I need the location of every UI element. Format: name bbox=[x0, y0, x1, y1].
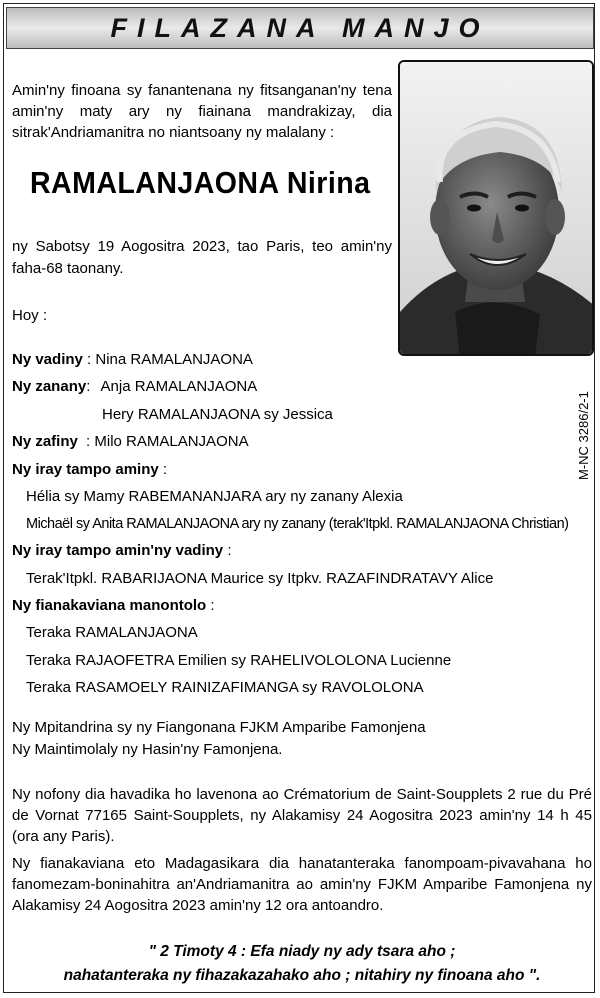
church-line-1: Ny Mpitandrina sy ny Fiangonana FJKM Amparibe Famonjena bbox=[12, 719, 426, 736]
page-title: FILAZANA MANJO bbox=[110, 12, 490, 43]
grandchildren-label: Ny zafiny bbox=[12, 433, 78, 450]
spouse-siblings-separator: : bbox=[227, 542, 232, 559]
sibling-1: Hélia sy Mamy RABEMANANJARA ary ny zanany Alexia bbox=[26, 488, 403, 505]
extended-family-1: Teraka RAMALANJAONA bbox=[26, 624, 198, 641]
death-notice: ny Sabotsy 19 Aogositra 2023, tao Paris, teo amin'ny faha-68 taonany. bbox=[12, 238, 392, 277]
extended-family-3: Teraka RASAMOELY RAINIZAFIMANGA sy RAVOLOLONA bbox=[26, 679, 424, 696]
service-notice: Ny fianakaviana eto Madagasikara dia hanatanteraka fanompoam-pivavahana ho fanomezam-boninahitra an'Andriamanitra ao amin'ny FJKM Amparibe Famonjena ny Alakamisy 24 Aogositra 2023 amin'ny 12 ora antoandro. bbox=[12, 855, 592, 914]
intro-text: Amin'ny finoana sy fanantenana ny fitsanganan'ny tena amin'ny maty ary ny fiainana mandrakizay, dia sitrak'Andriamanitra no niantsoany ny malalany : bbox=[12, 82, 392, 141]
spouse-sibling-1: Terak'Itpkl. RABARIJAONA Maurice sy Itpkv. RAZAFINDRATAVY Alice bbox=[26, 570, 494, 587]
family-row-spouse-siblings bbox=[12, 541, 231, 561]
children-label: Ny zanany bbox=[12, 378, 87, 395]
portrait-photo bbox=[398, 60, 594, 356]
header-banner bbox=[6, 7, 594, 49]
child-1: Anja RAMALANJAONA bbox=[100, 378, 258, 395]
extended-family-label: Ny fianakaviana manontolo bbox=[12, 597, 207, 614]
church-line-2: Ny Maintimolaly ny Hasin'ny Famonjena. bbox=[12, 741, 283, 758]
siblings-separator: : bbox=[162, 461, 168, 478]
hoy-label: Hoy : bbox=[12, 307, 48, 324]
family-row-extended bbox=[12, 596, 215, 616]
reference-code: M-NC 3286/2-1 bbox=[576, 391, 591, 480]
extended-family-2: Teraka RAJAOFETRA Emilien sy RAHELIVOLOLONA Lucienne bbox=[26, 652, 452, 669]
spouse-siblings-label: Ny iray tampo amin'ny vadiny bbox=[12, 542, 224, 559]
family-row-children bbox=[12, 377, 257, 397]
cremation-notice: Ny nofony dia havadika ho lavenona ao Crématorium de Saint-Soupplets 2 rue du Pré de Vornat 77165 Saint-Soupplets, ny Alakamisy 24 Aogositra 2023 amin'ny 14 h 45 (ora any Paris). bbox=[12, 786, 592, 845]
spouse-label: Ny vadiny bbox=[12, 351, 83, 368]
family-row-siblings bbox=[12, 460, 167, 480]
extended-family-separator: : bbox=[210, 597, 215, 614]
family-row-spouse bbox=[12, 350, 253, 370]
siblings-label: Ny iray tampo aminy bbox=[12, 461, 159, 478]
spouse-separator: : bbox=[87, 351, 92, 368]
spouse-name: Nina RAMALANJAONA bbox=[95, 351, 253, 368]
scripture-quote-line-2: nahatanteraka ny fihazakazahako aho ; nitahiry ny finoana aho ". bbox=[63, 967, 541, 984]
sibling-2: Michaël sy Anita RAMALANJAONA ary ny zanany (terak'Itpkl. RAMALANJAONA Christian) bbox=[26, 516, 569, 532]
child-2: Hery RAMALANJAONA sy Jessica bbox=[102, 406, 333, 423]
grandchildren-separator: : bbox=[86, 433, 91, 450]
children-separator: : bbox=[86, 378, 91, 395]
deceased-name: RAMALANJAONA Nirina bbox=[30, 165, 371, 200]
scripture-quote-line-1: " 2 Timoty 4 : Efa niady ny ady tsara aho ; bbox=[148, 943, 456, 960]
grandchild-name: Milo RAMALANJAONA bbox=[94, 433, 249, 450]
family-row-grandchildren bbox=[12, 432, 249, 452]
portrait-illustration bbox=[400, 62, 594, 356]
